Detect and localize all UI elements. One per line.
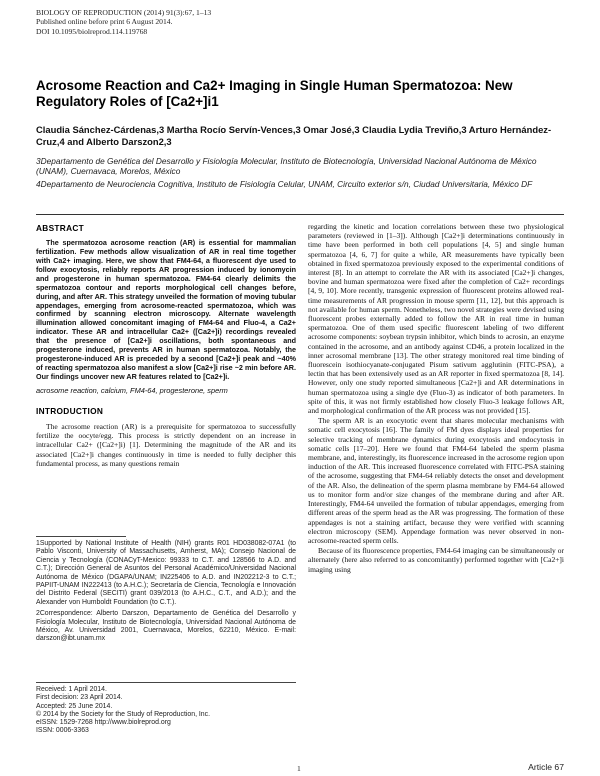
issn-line: ISSN: 0006-3363 <box>36 727 89 735</box>
keywords: acrosome reaction, calcium, FM4-64, progesterone, sperm <box>36 385 228 395</box>
eissn-line: eISSN: 1529-7268 http://www.biolreprod.org <box>36 719 171 727</box>
article-title: Acrosome Reaction and Ca2+ Imaging in Single Human Spermatozoa: New Regulatory Roles of [Ca2+]i1 <box>36 78 513 109</box>
first-decision-date: First decision: 23 April 2014. <box>36 694 123 702</box>
introduction-heading: INTRODUCTION <box>36 405 104 416</box>
accepted-date: Accepted: 25 June 2014. <box>36 702 113 710</box>
introduction-text: The acrosome reaction (AR) is a prerequisite for spermatozoa to successfully fertilize the oocyte/egg. This process is strictly dependent on an increase in intracellular Ca2+ ([Ca2+]i) [1]. Determining the magnitude of the AR and its associated [Ca2+]i changes continuously in time is needed to fully decipher this fundamental process, as many questions remain <box>36 421 296 468</box>
page-number: 1 <box>297 764 301 773</box>
author-list: Claudia Sánchez-Cárdenas,3 Martha Rocío Servín-Vences,3 Omar José,3 Claudia Lydia Treviño,3 Arturo Hernández-Cruz,4 and Alberto Darszon2,3 <box>36 124 552 147</box>
journal-header <box>36 8 211 36</box>
footnotes <box>36 540 296 647</box>
abstract-text: The spermatozoa acrosome reaction (AR) is essential for mammalian fertilization. Few methods allow visualization of AR in real time together with Ca2+ imaging. Here, we show that FM4-64, a fluorescent dye used to follow exocytosis, reliably reports AR progression induced by ionomycin and progesterone in human spermatozoa. FM4-64 clearly delimits the spermatozoa contour and reports morphological cell changes before, during, and after AR. This strategy unveiled the formation of moving tubular appendages, emerging from acrosome-reacted spermatozoa, which was confirmed by scanning electron microscopy. Alternate wavelength illumination allowed concomitant imaging of FM4-64 and Fluo-4, a Ca2+ indicator. These AR and intracellular Ca2+ ([Ca2+]i) recordings revealed that the presence of [Ca2+]i oscillations, both spontaneous and progesterone induced, prevents AR in human spermatozoa. Notably, the progesterone-induced AR is preceded by a second [Ca2+]i peak and ~40% of reacting spermatozoa also manifest a slow [Ca2+]i rise ~2 min before AR. Our findings uncover new AR features related to [Ca2+]i. <box>36 238 296 381</box>
header-divider <box>36 214 564 215</box>
funding-footnote: 1Supported by National Institute of Health (NIH) grants R01 HD038082-07A1 (to Pablo Visconti, University of Massachusetts, Amherst, MA); Consejo Nacional de Ciencia y Tecnología (CONACyT-Mexico: 99333 to C.T. and 128566 to A.D. and C.T.); Dirección General de Asuntos del Personal Académico/Universidad Nacional Autónoma de México (DGAPA/UNAM; IN225406 to A.D. and IN202212-3 to C.T.; PAPIIT-UNAM IN222413 (to A.H.C.); Secretaría de Ciencia, Tecnología e Innovación del Distrito Federal (SECITI) grant 039/2013 (to A.H.C., C.T., and A.D.); and the Alexander von Humboldt Foundation (to C.T.). <box>36 540 296 606</box>
journal-citation: BIOLOGY OF REPRODUCTION (2014) 91(3):67, 1–13 <box>36 8 212 17</box>
copyright-line: © 2014 by the Society for the Study of Reproduction, Inc. <box>36 710 210 718</box>
publication-note: Published online before print 6 August 2014. <box>36 17 173 27</box>
doi-line: DOI 10.1095/biolreprod.114.119768 <box>36 26 148 36</box>
body-paragraph: regarding the kinetic and location correlations between these two physiological parameters (reviewed in [1–3]). Although [Ca2+]i determinations continuously in time have been performed in both cell populations [4, 5] and single human spermatozoa [4, 6, 7] for quite a while, AR measurements have typically been obtained in fixed spermatozoa previously exposed to the experimental conditions of interest [8]. In an attempt to correlate the AR with its associated [Ca2+]i changes, bovine and human spermatozoa were fixed after the completion of Ca2+ recordings [4, 9, 10]. More recently, transgenic expression of fluorescent proteins allowed real-time measurements of AR progression in mouse sperm [11, 12], but this approach is not available for human sperm. Nonetheless, two novel strategies were devised using fluorescent probes externally added to follow the AR in real time in human spermatozoa. One of them used specific fluorescent labeling of two different acrosome components: soybean trypsin inhibitor, which binds to acrosin, an enzyme contained in the acrosome, and an antibody against CD46, a protein localized in the inner acrosomal membrane [13]. The other strategy monitored real time binding of fluorescein isothiocyanate-conjugated Pisum sativum agglutinin (FITC-PSA), a lectin that has been extensively used as an AR reporter in fixed spermatozoa [8, 14]. However, only one study reported simultaneous [Ca2+]i and AR determinations in human spermatozoa using a single dye (Fluo-3) as indicator of both parameters. In spite of this, it was not firmly established how closely Fluo-3 leakage follows AR, and morphological confirmation of the AR process was not provided [15]. <box>308 222 564 416</box>
correspondence-footnote: 2Correspondence: Alberto Darszon, Departamento de Genética del Desarrollo y Fisiología Molecular, Instituto de Biotecnología, Universidad Nacional Autónoma de México, Av. Universidad 2001, Cuernavaca, Morelos, 62210, México. E-mail: darszon@ibt.unam.mx <box>36 610 296 643</box>
abstract-heading: ABSTRACT <box>36 223 85 233</box>
affiliations <box>36 156 566 191</box>
affiliation-item: 4Departamento de Neurociencia Cognitiva, Instituto de Fisiología Celular, UNAM, Circuito exterior s/n, Ciudad Universitaria, México DF <box>36 178 533 189</box>
body-paragraph: The sperm AR is an exocytotic event that shares molecular mechanisms with somatic cell exocytosis [16]. The family of FM dyes displays ideal properties for selective tracking of membrane dynamics during exocytosis and endocytosis in somatic cells [17–20]. Here we found that FM4-64 labeled the sperm plasma membrane, and, interestingly, its fluorescence increased in the acrosome region upon induction of the AR. This increased fluorescence correlated with FITC-PSA staining of the acrosome, suggesting that FM4-64 reliably detects the onset and development of the AR. Also, the delineation of the sperm plasma membrane by FM4-64 allowed us to monitor form and/or size changes of the membrane during and after AR. Interestingly, FM4-64 unveiled the formation of tubular appendages, emerging from different areas of the sperm head as the AR was progressing. The formation of these appendages is not a staining artifact, because they were verified with scanning electron microscopy (SEM). Appendage formation was never observed in non-acrosome-reacted sperm cells. <box>308 416 564 545</box>
body-paragraph: Because of its fluorescence properties, FM4-64 imaging can be simultaneously or alternately (here also referred to as concomitantly) performed together with [Ca2+]i imaging using <box>308 546 564 574</box>
right-column <box>308 222 564 575</box>
received-date: Received: 1 April 2014. <box>36 686 107 693</box>
left-column <box>36 222 296 469</box>
publication-history <box>36 686 296 736</box>
history-divider <box>36 682 296 683</box>
article-number: Article 67 <box>528 762 564 772</box>
footnote-divider <box>36 536 126 537</box>
affiliation-item: 3Departamento de Genética del Desarrollo y Fisiología Molecular, Instituto de Biotecnología, Universidad Nacional Autónoma de México (UNAM), Cuernavaca, Morelos, México <box>36 156 537 177</box>
